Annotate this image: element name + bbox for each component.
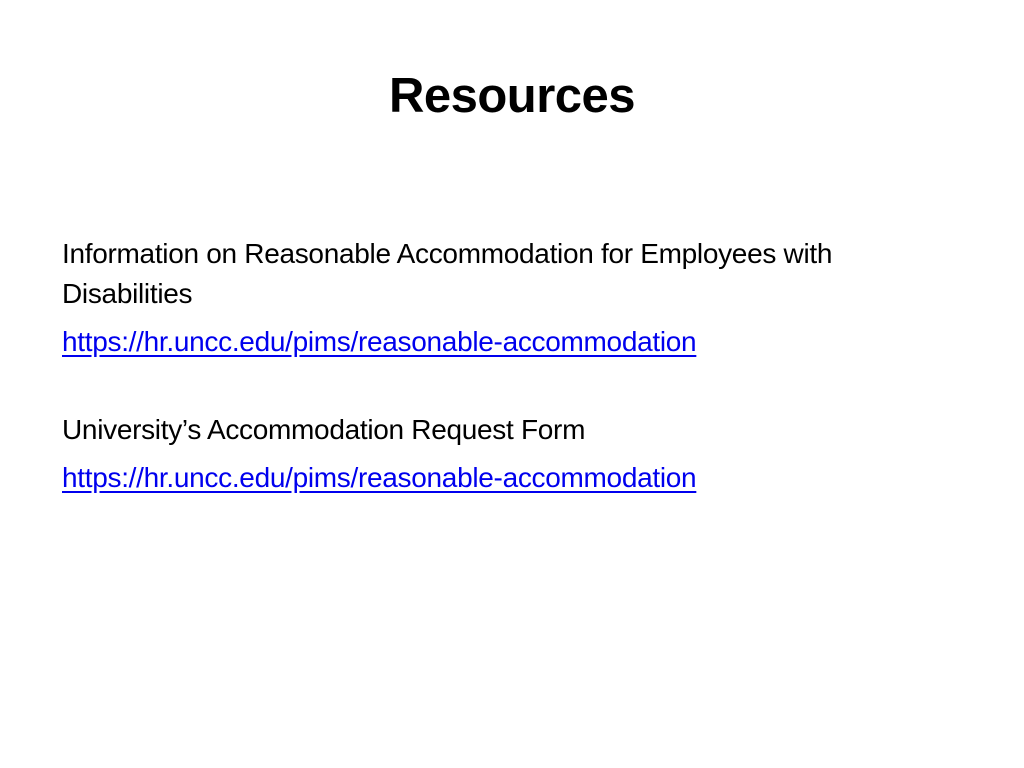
resource-section-employees	[62, 234, 982, 362]
reasonable-accommodation-link[interactable]: https://hr.uncc.edu/pims/reasonable-accommodation	[62, 326, 697, 357]
request-form-description: University’s Accommodation Request Form	[62, 414, 586, 445]
slide-content	[62, 234, 982, 508]
resource-description-line-1: Information on Reasonable Accommodation for Employees with	[62, 238, 833, 269]
slide-title: Resources	[388, 69, 636, 123]
request-form-link[interactable]: https://hr.uncc.edu/pims/reasonable-accommodation	[62, 462, 697, 493]
section-spacer	[62, 372, 982, 410]
resource-description-line-2: Disabilities	[62, 278, 193, 309]
resource-section-request-form	[62, 410, 982, 498]
